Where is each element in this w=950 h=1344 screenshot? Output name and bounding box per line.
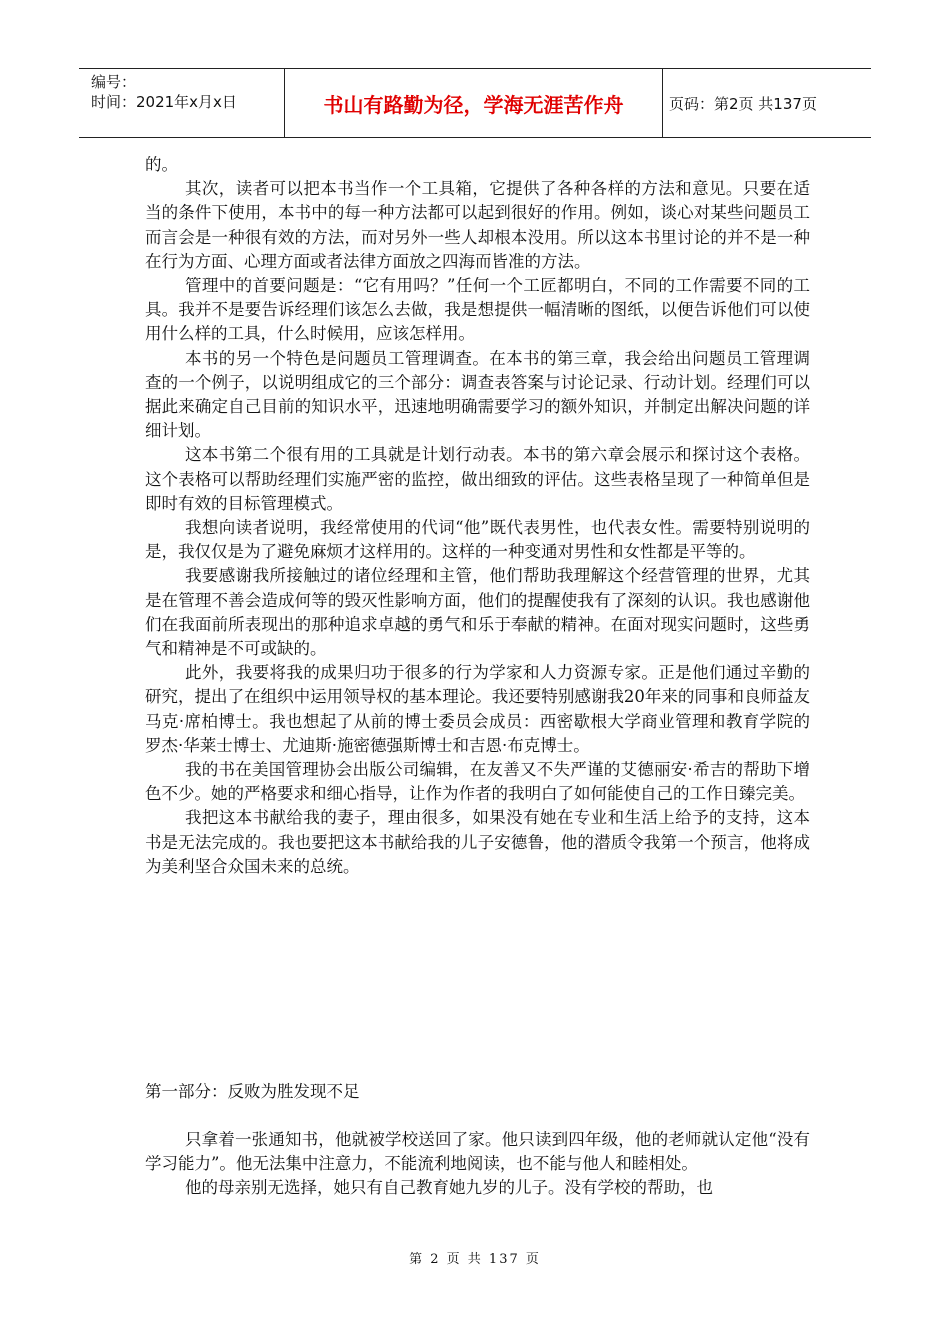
paragraph: 此外，我要将我的成果归功于很多的行为学家和人力资源专家。正是他们通过辛勤的研究，提出了在组织中运用领导权的基本理论。我还要特别感谢我20年来的同事和良师益友马克·席柏博士。我也想起了从前的博士委员会成员：西密歇根大学商业管理和教育学院的罗杰·华莱士博士、尤迪斯·施密德强斯博士和吉恩·布克博士。 <box>145 663 810 755</box>
section-body-text <box>145 1128 810 1201</box>
date-label: 时间：2021年x月x日 <box>91 93 237 111</box>
paragraph: 我要感谢我所接触过的诸位经理和主管，他们帮助我理解这个经营管理的世界，尤其是在管理不善会造成何等的毁灭性影响方面，他们的提醒使我有了深刻的认识。我也感谢他们在我面前所表现出的那种追求卓越的勇气和乐于奉献的精神。在面对现实问题时，这些勇气和精神是不可或缺的。 <box>145 566 810 659</box>
header-meta <box>79 69 284 137</box>
header-motto: 书山有路勤为径，学海无涯苦作舟 <box>284 69 663 137</box>
header-page-info: 页码：第2页 共137页 <box>669 94 817 113</box>
paragraph: 的。 <box>145 155 178 174</box>
paragraph: 他的母亲别无选择，她只有自己教育她九岁的儿子。没有学校的帮助，也 <box>185 1178 713 1198</box>
paragraph: 我的书在美国管理协会出版公司编辑，在友善又不失严谨的艾德丽安·希吉的帮助下增色不少。她的严格要求和细心指导，让作为作者的我明白了如何能使自己的工作日臻完美。 <box>145 760 810 804</box>
page-header <box>79 68 871 138</box>
paragraph: 本书的另一个特色是问题员工管理调查。在本书的第三章，我会给出问题员工管理调查的一个例子，以说明组成它的三个部分：调查表答案与讨论记录、行动计划。经理们可以据此来确定自己目前的知识水平，迅速地明确需要学习的额外知识，并制定出解决问题的详细计划。 <box>145 348 810 441</box>
section-title: 第一部分：反败为胜发现不足 <box>145 1082 360 1101</box>
paragraph: 其次，读者可以把本书当作一个工具箱，它提供了各种各样的方法和意见。只要在适当的条件下使用，本书中的每一种方法都可以起到很好的作用。例如，谈心对某些问题员工而言会是一种很有效的方法，而对另外一些人却根本没用。所以这本书里讨论的并不是一种在行为方面、心理方面或者法律方面放之四海而皆准的方法。 <box>145 179 810 271</box>
paragraph: 这本书第二个很有用的工具就是计划行动表。本书的第六章会展示和探讨这个表格。这个表格可以帮助经理们实施严密的监控，做出细致的评估。这些表格呈现了一种简单但是即时有效的目标管理模式。 <box>145 445 810 513</box>
paragraph: 我想向读者说明，我经常使用的代词“他”既代表男性，也代表女性。需要特别说明的是，我仅仅是为了避免麻烦才这样用的。这样的一种变通对男性和女性都是平等的。 <box>145 518 810 562</box>
paragraph: 我把这本书献给我的妻子，理由很多，如果没有她在专业和生活上给予的支持，这本书是无法完成的。我也要把这本书献给我的儿子安德鲁，他的潜质令我第一个预言，他将成为美利坚合众国未来的总统。 <box>145 808 810 876</box>
paragraph: 只拿着一张通知书，他就被学校送回了家。他只读到四年级，他的老师就认定他“没有学习能力”。他无法集中注意力，不能流利地阅读，也不能与他人和睦相处。 <box>145 1130 810 1174</box>
body-text <box>145 153 810 879</box>
number-label: 编号： <box>91 73 137 91</box>
page-footer: 第 2 页 共 137 页 <box>409 1252 541 1267</box>
paragraph: 管理中的首要问题是：“它有用吗？”任何一个工匠都明白，不同的工作需要不同的工具。我并不是要告诉经理们该怎么去做，我是想提供一幅清晰的图纸，以便告诉他们可以使用什么样的工具，什么时候用，应该怎样用。 <box>145 276 810 344</box>
